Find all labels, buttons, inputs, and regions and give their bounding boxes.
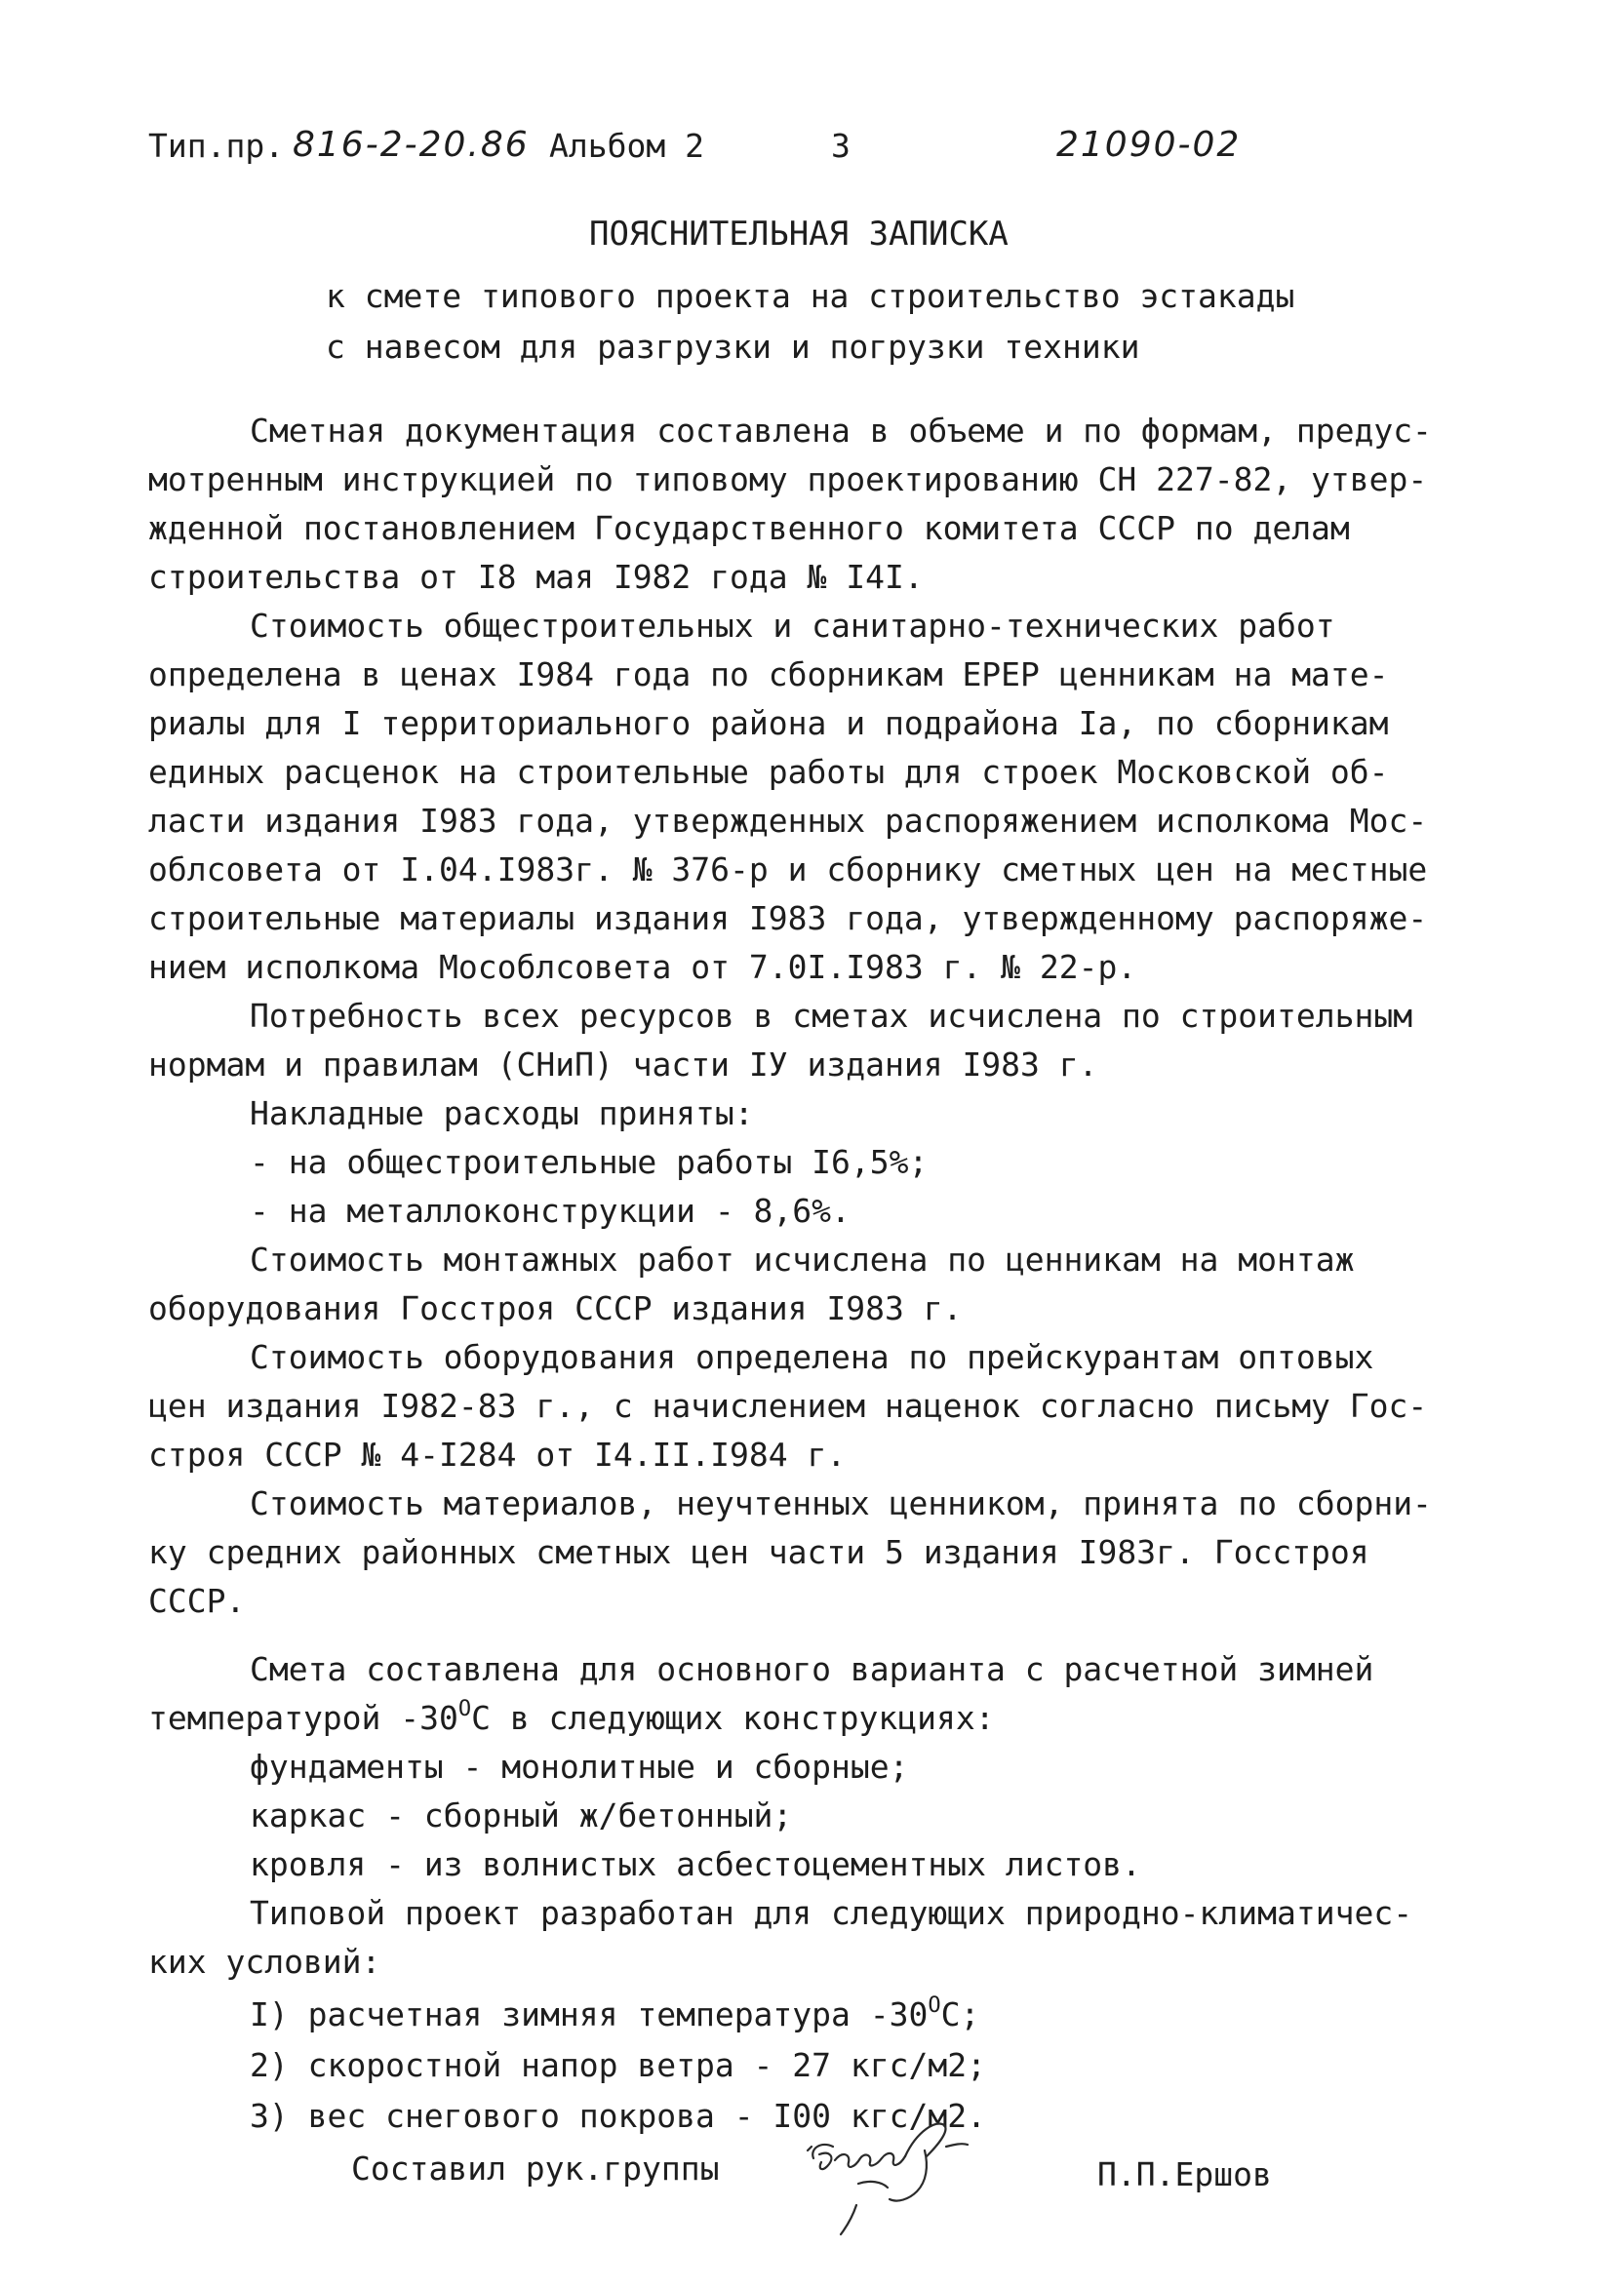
degree-superscript: О: [928, 1993, 941, 2018]
body-line: оборудования Госстроя СССР издания I983 г.: [148, 1289, 963, 1327]
body-line: - на металлоконструкции - 8,6%.: [250, 1192, 851, 1230]
body-line: строительства от I8 мая I982 года № I4I.: [148, 558, 924, 596]
body-line: единых расценок на строительные работы для строек Московской об-: [148, 753, 1389, 791]
body-line: Стоимость оборудования определена по прейскурантам оптовых: [250, 1338, 1374, 1376]
body-line: мотренным инструкцией по типовому проектированию СН 227-82, утвер-: [148, 460, 1428, 498]
body-line: цен издания I982-83 г., с начислением наценок согласно письму Гос-: [148, 1387, 1428, 1425]
degree-superscript: О: [457, 1697, 472, 1721]
header-doc-code: 21090-02: [1056, 125, 1242, 165]
temperature-text: температурой -30: [148, 1699, 458, 1737]
body-line: нием исполкома Мособлсовета от 7.0I.I983 г. № 22-р.: [148, 948, 1137, 986]
body-line: Потребность всех ресурсов в сметах исчислена по строительным: [250, 997, 1413, 1035]
body-line: СССР.: [148, 1582, 246, 1620]
body-line: определена в ценах I984 года по сборникам ЕРЕР ценникам на мате-: [148, 655, 1389, 693]
subtitle-line: к смете типового проекта на строительство эстакады: [326, 277, 1295, 315]
body-line: фундаменты - монолитные и сборные;: [250, 1748, 909, 1786]
body-line: Стоимость материалов, неучтенных ценником, принята по сборни-: [250, 1484, 1432, 1522]
header-type-label: Тип.пр.: [148, 127, 285, 165]
body-line: Сметная документация составлена в объеме и по формам, предус-: [250, 412, 1432, 450]
body-line: 3) вес снегового покрова - I00 кгс/м2.: [250, 2097, 986, 2135]
body-line: Накладные расходы приняты:: [250, 1094, 754, 1132]
body-line: Типовой проект разработан для следующих природно-климатичес-: [250, 1894, 1413, 1932]
header-page-number: 3: [831, 127, 851, 165]
body-line: нормам и правилам (СНиП) части IУ издания I983 г.: [148, 1045, 1098, 1084]
document-title: ПОЯСНИТЕЛЬНАЯ ЗАПИСКА: [589, 215, 1009, 254]
body-line: строя СССР № 4-I284 от I4.II.I984 г.: [148, 1436, 847, 1474]
body-line: риалы для I территориального района и подрайона Iа, по сборникам: [148, 704, 1389, 742]
body-line: ку средних районных сметных цен части 5 издания I983г. Госстроя: [148, 1533, 1369, 1571]
compiled-by-label: Составил рук.группы: [351, 2150, 720, 2188]
signature-icon: [800, 2111, 985, 2238]
body-line: ких условий:: [148, 1943, 381, 1981]
header-album: Альбом 2: [549, 127, 704, 165]
body-line: облсовета от I.04.I983г. № 376-р и сборнику сметных цен на местные: [148, 850, 1428, 888]
body-line: каркас - сборный ж/бетонный;: [250, 1796, 793, 1834]
body-line-temperature: [250, 1993, 979, 2036]
body-line: Стоимость общестроительных и санитарно-технических работ: [250, 607, 1335, 645]
body-line: Стоимость монтажных работ исчислена по ценникам на монтаж: [250, 1241, 1355, 1279]
body-line: - на общестроительные работы I6,5%;: [250, 1143, 929, 1181]
temperature-suffix: С;: [940, 1995, 980, 2033]
subtitle-line: с навесом для разгрузки и погрузки техники: [326, 328, 1140, 366]
body-line: 2) скоростной напор ветра - 27 кгс/м2;: [250, 2046, 986, 2084]
body-line-temperature: [148, 1697, 995, 1740]
header-project-number: 816-2-20.86: [293, 125, 530, 165]
body-line: ласти издания I983 года, утвержденных распоряжением исполкома Мос-: [148, 802, 1428, 840]
compiler-name: П.П.Ершов: [1097, 2155, 1272, 2193]
temperature-text: I) расчетная зимняя температура -30: [250, 1995, 929, 2033]
body-line: Смета составлена для основного варианта с расчетной зимней: [250, 1650, 1374, 1688]
body-line: строительные материалы издания I983 года, утвержденному распоряже-: [148, 899, 1428, 937]
handwritten-signature: [800, 2111, 985, 2238]
body-line: жденной постановлением Государственного комитета СССР по делам: [148, 509, 1350, 547]
body-line: кровля - из волнистых асбестоцементных листов.: [250, 1845, 1141, 1883]
temperature-suffix: С в следующих конструкциях:: [471, 1699, 995, 1737]
